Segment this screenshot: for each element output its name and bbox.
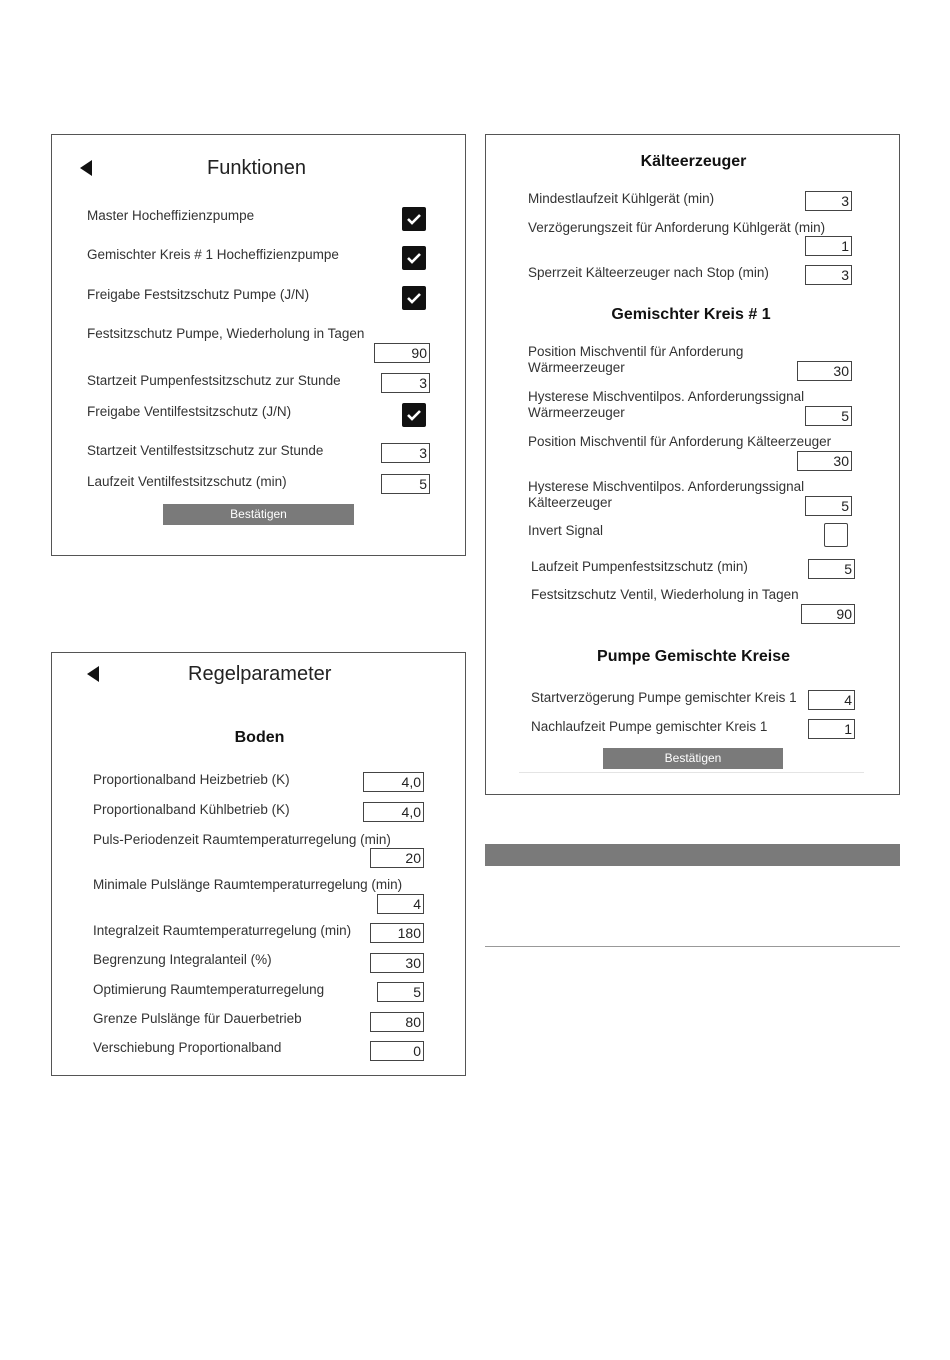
checkmark-icon	[406, 291, 422, 305]
checkbox-freigabe-festsitzschutz-pumpe[interactable]	[402, 286, 426, 310]
input-sperrzeit-kaelteerzeuger[interactable]: 3	[805, 265, 852, 285]
checkbox-gemischter-kreis-hocheffizienzpumpe[interactable]	[402, 246, 426, 270]
input-hysterese-waerme[interactable]: 5	[805, 406, 852, 426]
gray-header-bar	[485, 844, 900, 866]
input-grenze-pulslaenge[interactable]: 80	[370, 1012, 424, 1032]
page-title: Funktionen	[207, 157, 306, 179]
page-title: Regelparameter	[188, 663, 332, 685]
input-mindestlaufzeit-kuehlgeraet[interactable]: 3	[805, 191, 852, 211]
label-proportionalband-kuehlbetrieb: Proportionalband Kühlbetrieb (K)	[93, 802, 290, 817]
input-minimale-pulslaenge[interactable]: 4	[377, 894, 424, 914]
label-laufzeit-ventilfestsitzschutz: Laufzeit Ventilfestsitzschutz (min)	[87, 474, 287, 489]
funktionen-panel	[51, 134, 466, 556]
input-optimierung[interactable]: 5	[377, 982, 424, 1002]
input-proportionalband-kuehlbetrieb[interactable]: 4,0	[363, 802, 424, 822]
label-puls-periodenzeit: Puls-Periodenzeit Raumtemperaturregelung (min)	[93, 832, 391, 847]
section-title-pumpe-gemischte-kreise: Pumpe Gemischte Kreise	[597, 648, 790, 665]
regelparameter-panel	[51, 652, 466, 1076]
input-begrenzung-integralanteil[interactable]: 30	[370, 953, 424, 973]
back-arrow-icon[interactable]	[80, 160, 92, 176]
label-hysterese-kaelte: Hysterese Mischventilpos. Anforderungssignal Kälteerzeuger	[528, 479, 805, 510]
checkmark-icon	[406, 408, 422, 422]
label-integralzeit: Integralzeit Raumtemperaturregelung (min)	[93, 923, 352, 938]
label-laufzeit-pumpenfestsitzschutz: Laufzeit Pumpenfestsitzschutz (min)	[531, 559, 748, 574]
label-position-mischventil-waerme: Position Mischventil für Anforderung Wärmeerzeuger	[528, 344, 744, 375]
input-position-mischventil-kaelte[interactable]: 30	[797, 451, 852, 471]
input-festsitzschutz-ventil-wiederholung[interactable]: 90	[801, 604, 855, 624]
label-minimale-pulslaenge: Minimale Pulslänge Raumtemperaturregelung (min)	[93, 877, 403, 892]
label-verzoegerungszeit-kuehlgeraet: Verzögerungszeit für Anforderung Kühlgerät (min)	[528, 220, 826, 235]
label-position-mischventil-kaelte: Position Mischventil für Anforderung Kälteerzeuger	[528, 434, 832, 449]
bottom-divider	[519, 772, 864, 773]
back-arrow-icon[interactable]	[87, 666, 99, 682]
input-laufzeit-pumpenfestsitzschutz[interactable]: 5	[808, 559, 855, 579]
input-position-mischventil-waerme[interactable]: 30	[797, 361, 852, 381]
input-verzoegerungszeit-kuehlgeraet[interactable]: 1	[805, 236, 852, 256]
checkmark-icon	[406, 212, 422, 226]
checkbox-master-hocheffizienzpumpe[interactable]	[402, 207, 426, 231]
input-proportionalband-heizbetrieb[interactable]: 4,0	[363, 772, 424, 792]
label-master-hocheffizienzpumpe: Master Hocheffizienzpumpe	[87, 208, 255, 223]
checkbox-freigabe-ventilfestsitzschutz[interactable]	[402, 403, 426, 427]
label-startzeit-pumpenfestsitzschutz: Startzeit Pumpenfestsitzschutz zur Stunde	[87, 373, 341, 388]
label-gemischter-kreis-hocheffizienzpumpe: Gemischter Kreis # 1 Hocheffizienzpumpe	[87, 247, 339, 262]
label-festsitzschutz-ventil-wiederholung: Festsitzschutz Ventil, Wiederholung in Tagen	[531, 587, 799, 602]
section-title-boden: Boden	[234, 729, 285, 746]
label-optimierung: Optimierung Raumtemperaturregelung	[93, 982, 325, 997]
section-title-kaelteerzeuger: Kälteerzeuger	[640, 153, 747, 170]
input-startzeit-pumpenfestsitzschutz[interactable]: 3	[381, 373, 430, 393]
label-grenze-pulslaenge: Grenze Pulslänge für Dauerbetrieb	[93, 1011, 302, 1026]
input-puls-periodenzeit[interactable]: 20	[370, 848, 424, 868]
input-hysterese-kaelte[interactable]: 5	[805, 496, 852, 516]
label-nachlaufzeit-pumpe: Nachlaufzeit Pumpe gemischter Kreis 1	[531, 719, 768, 734]
bestaetigen-button[interactable]: Bestätigen	[163, 504, 354, 525]
input-startverzoegerung-pumpe[interactable]: 4	[808, 690, 855, 710]
label-startverzoegerung-pumpe: Startverzögerung Pumpe gemischter Kreis 1	[531, 690, 797, 705]
label-mindestlaufzeit-kuehlgeraet: Mindestlaufzeit Kühlgerät (min)	[528, 191, 715, 206]
input-integralzeit[interactable]: 180	[370, 923, 424, 943]
label-begrenzung-integralanteil: Begrenzung Integralanteil (%)	[93, 952, 272, 967]
label-festsitzschutz-wiederholung: Festsitzschutz Pumpe, Wiederholung in Tagen	[87, 326, 365, 341]
checkbox-invert-signal[interactable]	[824, 523, 848, 547]
label-invert-signal: Invert Signal	[528, 523, 604, 538]
section-title-gemischter-kreis: Gemischter Kreis # 1	[611, 306, 771, 323]
label-freigabe-ventilfestsitzschutz: Freigabe Ventilfestsitzschutz (J/N)	[87, 404, 292, 419]
label-sperrzeit-kaelteerzeuger: Sperrzeit Kälteerzeuger nach Stop (min)	[528, 265, 769, 280]
label-proportionalband-heizbetrieb: Proportionalband Heizbetrieb (K)	[93, 772, 290, 787]
label-startzeit-ventilfestsitzschutz: Startzeit Ventilfestsitzschutz zur Stunde	[87, 443, 324, 458]
label-hysterese-waerme: Hysterese Mischventilpos. Anforderungssignal Wärmeerzeuger	[528, 389, 805, 420]
kaelteerzeuger-panel	[485, 134, 900, 795]
label-freigabe-festsitzschutz-pumpe: Freigabe Festsitzschutz Pumpe (J/N)	[87, 287, 310, 302]
checkmark-icon	[406, 251, 422, 265]
horizontal-rule	[485, 946, 900, 947]
input-nachlaufzeit-pumpe[interactable]: 1	[808, 719, 855, 739]
label-verschiebung-proportionalband: Verschiebung Proportionalband	[93, 1040, 282, 1055]
input-festsitzschutz-wiederholung[interactable]: 90	[374, 343, 430, 363]
input-laufzeit-ventilfestsitzschutz[interactable]: 5	[381, 474, 430, 494]
input-verschiebung-proportionalband[interactable]: 0	[370, 1041, 424, 1061]
bestaetigen-button[interactable]: Bestätigen	[603, 748, 783, 769]
input-startzeit-ventilfestsitzschutz[interactable]: 3	[381, 443, 430, 463]
